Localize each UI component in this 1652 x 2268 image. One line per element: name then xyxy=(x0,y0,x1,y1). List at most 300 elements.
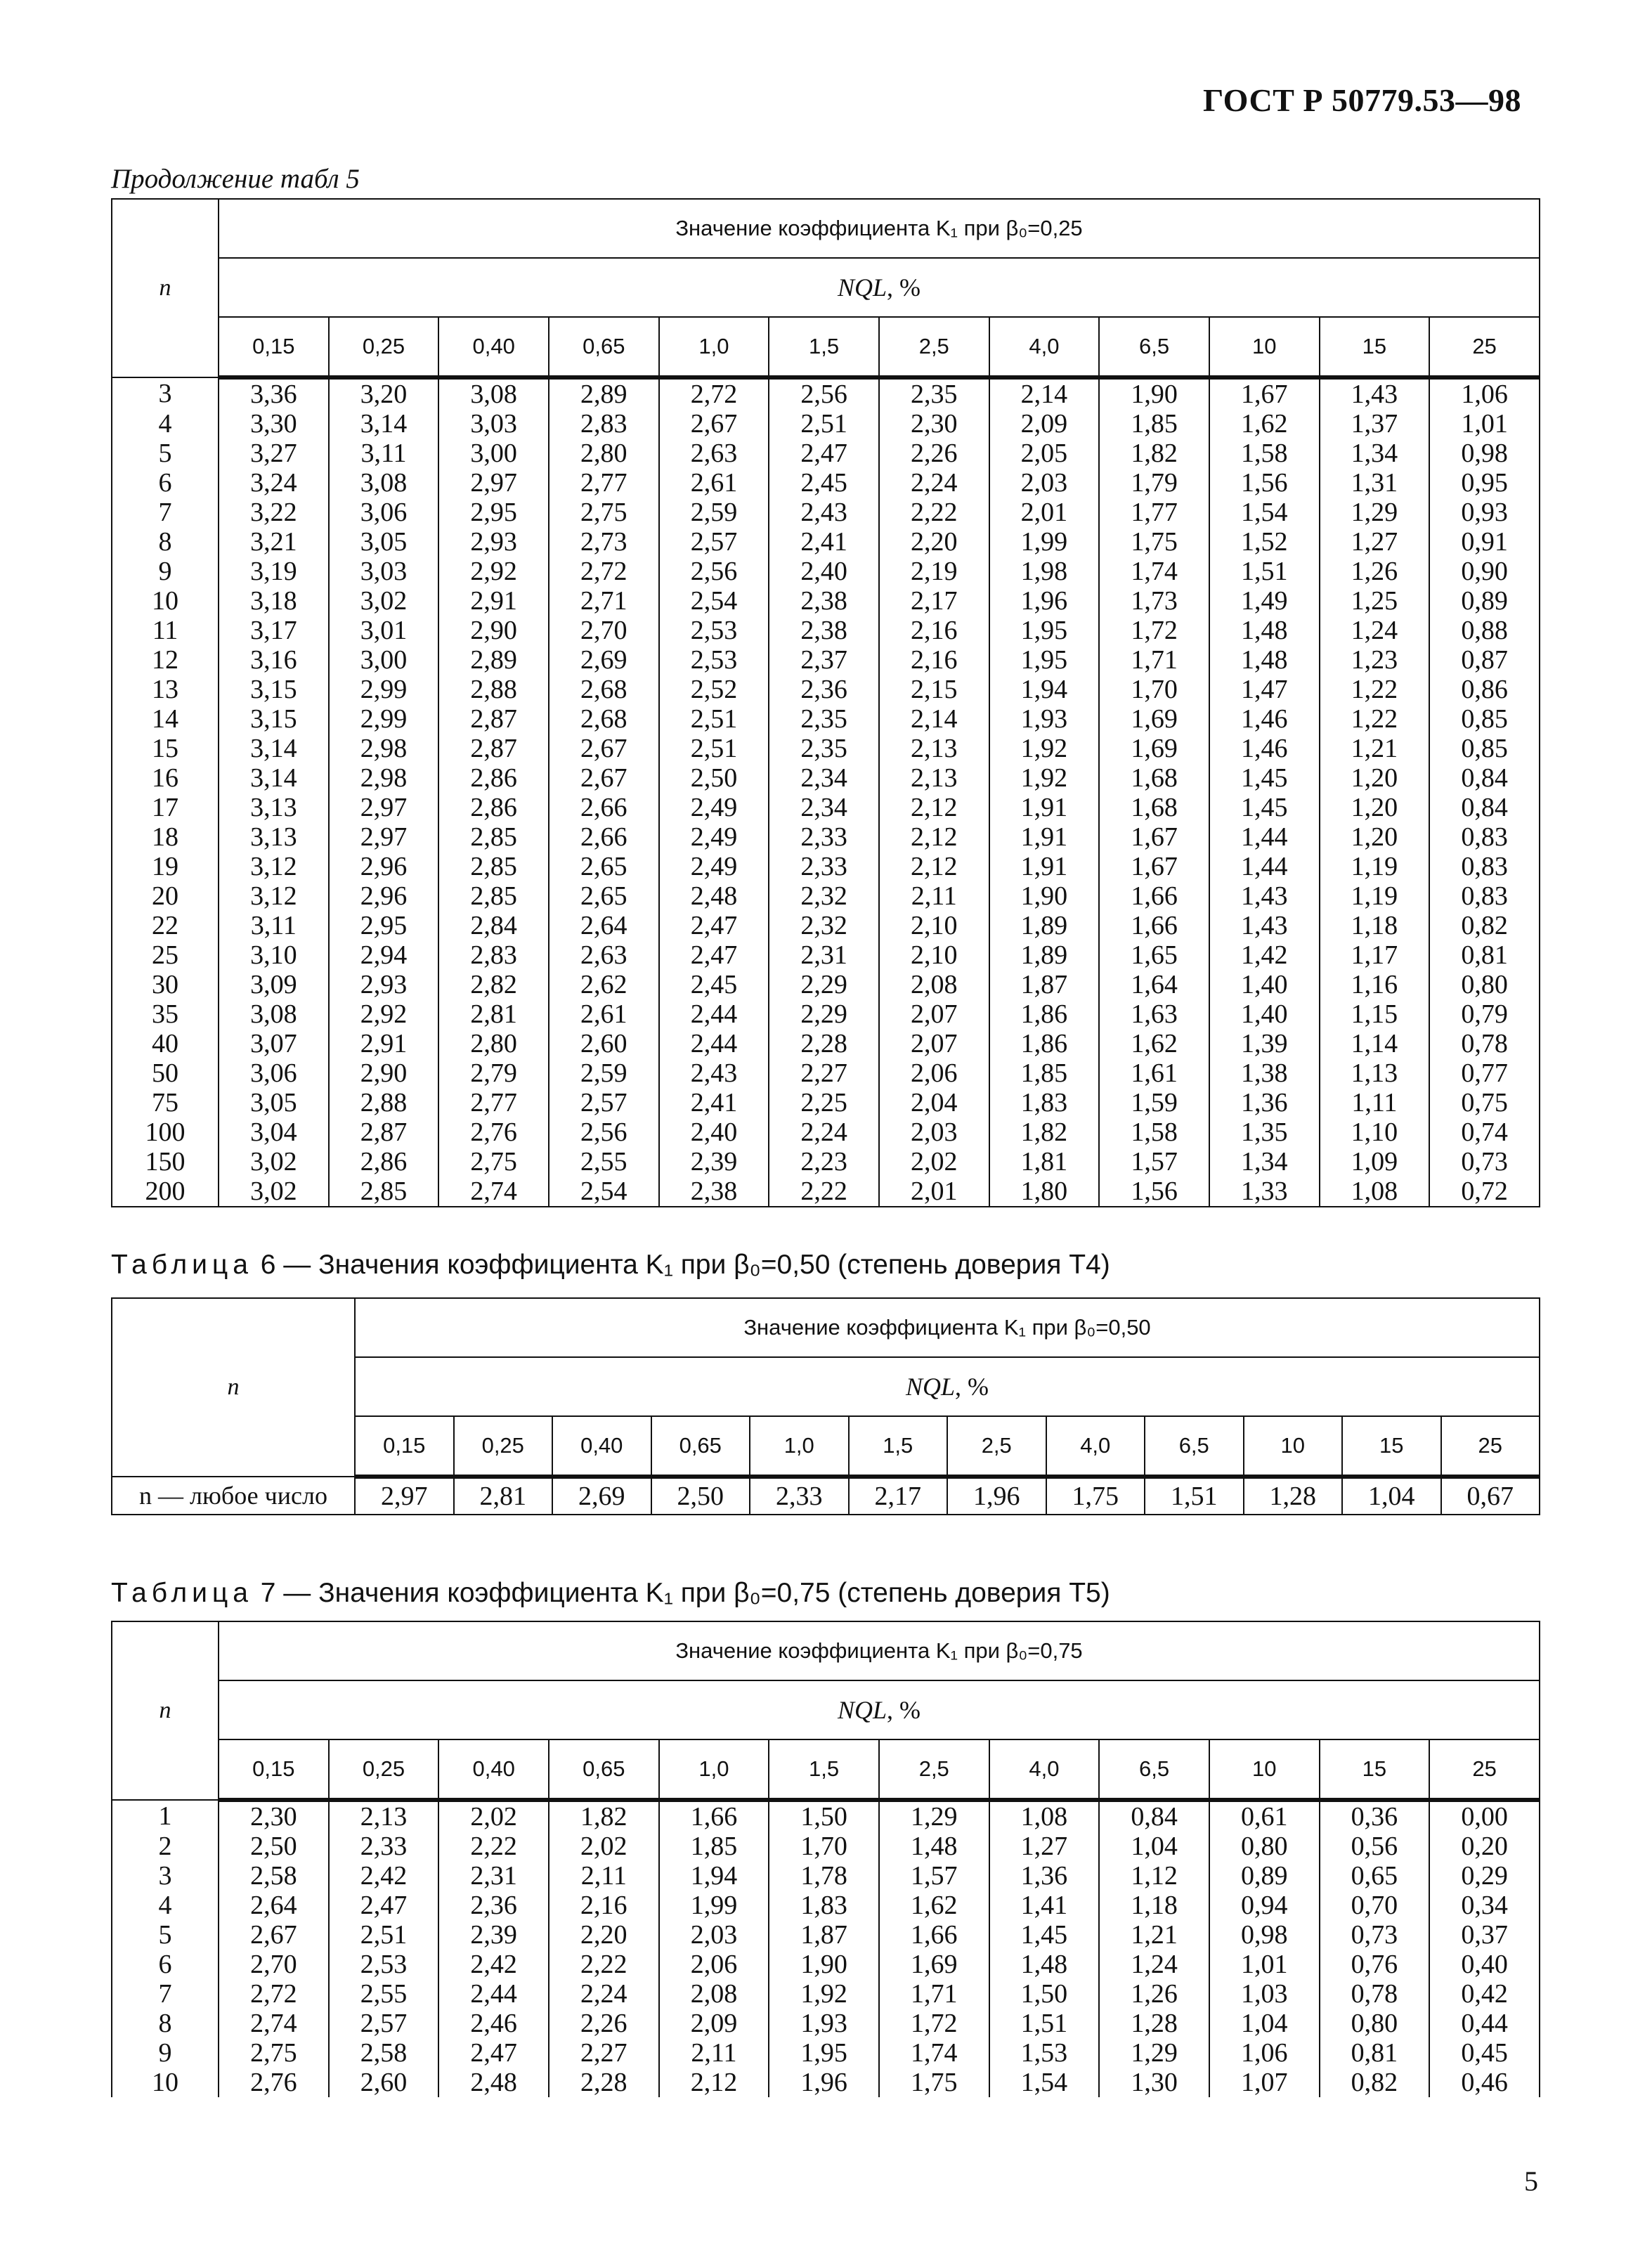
coefficient-cell: 1,81 xyxy=(989,1147,1100,1177)
coefficient-cell: 0,40 xyxy=(1429,1950,1540,1979)
coefficient-cell: 3,06 xyxy=(329,498,439,527)
coefficient-cell: 0,36 xyxy=(1320,1800,1430,1832)
sample-size-cell: 11 xyxy=(112,616,219,645)
coefficient-cell: 3,02 xyxy=(219,1177,329,1207)
coefficient-cell: 2,30 xyxy=(879,409,989,439)
coefficient-cell: 1,91 xyxy=(989,822,1100,852)
coefficient-cell: 1,20 xyxy=(1320,763,1430,793)
coefficient-cell: 2,54 xyxy=(549,1177,659,1207)
coefficient-cell: 2,54 xyxy=(659,586,769,616)
sample-size-cell: 4 xyxy=(112,1891,219,1920)
coefficient-cell: 2,87 xyxy=(438,734,549,763)
coefficient-cell: 1,70 xyxy=(769,1832,879,1861)
coefficient-cell: 2,59 xyxy=(549,1058,659,1088)
table-row xyxy=(112,1088,1540,1117)
coefficient-cell: 2,85 xyxy=(329,1177,439,1207)
coefficient-cell: 2,32 xyxy=(769,881,879,911)
coefficient-cell: 2,51 xyxy=(769,409,879,439)
coefficient-cell: 1,34 xyxy=(1320,439,1430,468)
coefficient-cell: 2,33 xyxy=(769,852,879,881)
coefficient-cell: 1,48 xyxy=(879,1832,989,1861)
table-row xyxy=(112,616,1540,645)
coefficient-cell: 2,79 xyxy=(438,1058,549,1088)
coefficient-cell: 2,58 xyxy=(219,1861,329,1891)
coefficient-cell: 1,54 xyxy=(1209,498,1320,527)
coefficient-cell: 2,88 xyxy=(329,1088,439,1117)
coefficient-cell: 0,29 xyxy=(1429,1861,1540,1891)
coefficient-cell: 2,56 xyxy=(659,557,769,586)
coefficient-cell: 1,93 xyxy=(769,2009,879,2038)
nql-column-header: 0,65 xyxy=(549,1739,659,1800)
coefficient-cell: 2,29 xyxy=(769,970,879,999)
coefficient-cell: 2,61 xyxy=(659,468,769,498)
coefficient-cell: 1,68 xyxy=(1099,763,1209,793)
coefficient-cell: 2,12 xyxy=(659,2068,769,2097)
coefficient-cell: 1,43 xyxy=(1320,377,1430,409)
nql-column-header: 10 xyxy=(1209,1739,1320,1800)
coefficient-cell: 1,07 xyxy=(1209,2068,1320,2097)
sample-size-cell: 75 xyxy=(112,1088,219,1117)
coefficient-cell: 1,12 xyxy=(1099,1861,1209,1891)
table-row xyxy=(112,1477,1540,1515)
nql-column-header: 0,25 xyxy=(329,317,439,377)
coefficient-cell: 2,31 xyxy=(438,1861,549,1891)
coefficient-cell: 1,65 xyxy=(1099,940,1209,970)
coefficient-cell: 2,57 xyxy=(549,1088,659,1117)
coefficient-cell: 1,40 xyxy=(1209,970,1320,999)
coefficient-cell: 2,41 xyxy=(769,527,879,557)
sample-size-cell: 25 xyxy=(112,940,219,970)
nql-column-header: 15 xyxy=(1320,317,1430,377)
coefficient-cell: 2,26 xyxy=(549,2009,659,2038)
coefficient-cell: 2,86 xyxy=(438,763,549,793)
coefficient-cell: 1,36 xyxy=(989,1861,1100,1891)
coefficient-cell: 0,98 xyxy=(1209,1920,1320,1950)
coefficient-cell: 1,82 xyxy=(549,1800,659,1832)
table6-caption-word: Таблица xyxy=(111,1250,253,1280)
coefficient-cell: 1,89 xyxy=(989,911,1100,940)
table-row xyxy=(112,1920,1540,1950)
coefficient-cell: 1,09 xyxy=(1320,1147,1430,1177)
coefficient-cell: 2,01 xyxy=(989,498,1100,527)
coefficient-cell: 1,64 xyxy=(1099,970,1209,999)
coefficient-cell: 2,03 xyxy=(659,1920,769,1950)
coefficient-cell: 2,17 xyxy=(879,586,989,616)
coefficient-cell: 1,06 xyxy=(1429,377,1540,409)
coefficient-cell: 2,10 xyxy=(879,911,989,940)
coefficient-cell: 1,66 xyxy=(659,1800,769,1832)
nql-column-header: 2,5 xyxy=(947,1416,1046,1477)
coefficient-cell: 2,89 xyxy=(549,377,659,409)
coefficient-cell: 1,62 xyxy=(1209,409,1320,439)
coefficient-cell: 2,33 xyxy=(769,822,879,852)
coefficient-cell: 2,36 xyxy=(438,1891,549,1920)
coefficient-cell: 1,92 xyxy=(769,1979,879,2009)
coefficient-cell: 3,24 xyxy=(219,468,329,498)
coefficient-cell: 2,55 xyxy=(329,1979,439,2009)
coefficient-cell: 2,63 xyxy=(659,439,769,468)
coefficient-cell: 1,57 xyxy=(1099,1147,1209,1177)
nql-unit: , % xyxy=(955,1373,989,1401)
coefficient-cell: 2,90 xyxy=(438,616,549,645)
coefficient-cell: 1,03 xyxy=(1209,1979,1320,2009)
coefficient-cell: 1,74 xyxy=(1099,557,1209,586)
coefficient-cell: 3,17 xyxy=(219,616,329,645)
coefficient-cell: 2,97 xyxy=(329,793,439,822)
coefficient-cell: 1,82 xyxy=(1099,439,1209,468)
coefficient-cell: 1,94 xyxy=(989,675,1100,704)
coefficient-cell: 2,67 xyxy=(549,734,659,763)
coefficient-cell: 3,04 xyxy=(219,1117,329,1147)
coefficient-cell: 2,69 xyxy=(549,645,659,675)
coefficient-cell: 2,53 xyxy=(659,645,769,675)
table5 xyxy=(111,198,1540,1207)
nql-column-header: 0,15 xyxy=(219,317,329,377)
coefficient-cell: 2,33 xyxy=(750,1477,849,1515)
coefficient-cell: 2,59 xyxy=(659,498,769,527)
coefficient-cell: 2,41 xyxy=(659,1088,769,1117)
table6-caption xyxy=(111,1250,1110,1281)
coefficient-cell: 2,66 xyxy=(549,822,659,852)
coefficient-cell: 1,04 xyxy=(1342,1477,1441,1515)
coefficient-cell: 2,53 xyxy=(329,1950,439,1979)
coefficient-cell: 2,91 xyxy=(438,586,549,616)
coefficient-cell: 2,89 xyxy=(438,645,549,675)
coefficient-cell: 1,08 xyxy=(989,1800,1100,1832)
coefficient-cell: 2,65 xyxy=(549,852,659,881)
coefficient-cell: 3,06 xyxy=(219,1058,329,1088)
coefficient-cell: 1,01 xyxy=(1429,409,1540,439)
coefficient-cell: 0,76 xyxy=(1320,1950,1430,1979)
nql-column-header: 1,0 xyxy=(750,1416,849,1477)
coefficient-cell: 1,52 xyxy=(1209,527,1320,557)
coefficient-cell: 1,96 xyxy=(769,2068,879,2097)
sample-size-cell: 7 xyxy=(112,498,219,527)
coefficient-cell: 1,92 xyxy=(989,734,1100,763)
nql-column-header: 0,65 xyxy=(651,1416,750,1477)
coefficient-cell: 1,10 xyxy=(1320,1117,1430,1147)
coefficient-cell: 2,97 xyxy=(438,468,549,498)
coefficient-cell: 1,96 xyxy=(989,586,1100,616)
coefficient-cell: 1,85 xyxy=(659,1832,769,1861)
coefficient-cell: 2,01 xyxy=(879,1177,989,1207)
sample-size-cell: 9 xyxy=(112,557,219,586)
table-row xyxy=(112,734,1540,763)
coefficient-cell: 2,72 xyxy=(219,1979,329,2009)
coefficient-cell: 1,37 xyxy=(1320,409,1430,439)
coefficient-cell: 2,93 xyxy=(329,970,439,999)
sample-size-cell: 150 xyxy=(112,1147,219,1177)
nql-column-header: 25 xyxy=(1429,1739,1540,1800)
sample-size-cell: 100 xyxy=(112,1117,219,1147)
coefficient-cell: 2,64 xyxy=(549,911,659,940)
coefficient-cell: 2,82 xyxy=(438,970,549,999)
coefficient-cell: 1,87 xyxy=(769,1920,879,1950)
table-row xyxy=(112,1800,1540,1832)
table-row xyxy=(112,675,1540,704)
coefficient-cell: 1,33 xyxy=(1209,1177,1320,1207)
table-row xyxy=(112,498,1540,527)
table-row xyxy=(112,1058,1540,1088)
coefficient-cell: 2,03 xyxy=(879,1117,989,1147)
nql-column-header: 6,5 xyxy=(1099,1739,1209,1800)
sample-size-cell: 16 xyxy=(112,763,219,793)
coefficient-cell: 0,98 xyxy=(1429,439,1540,468)
sample-size-cell: 200 xyxy=(112,1177,219,1207)
coefficient-cell: 3,14 xyxy=(219,734,329,763)
coefficient-cell: 1,51 xyxy=(1145,1477,1244,1515)
coefficient-cell: 1,22 xyxy=(1320,675,1430,704)
coefficient-cell: 1,27 xyxy=(1320,527,1430,557)
table-row xyxy=(112,970,1540,999)
coefficient-cell: 1,40 xyxy=(1209,999,1320,1029)
coefficient-cell: 2,16 xyxy=(549,1891,659,1920)
coefficient-cell: 1,16 xyxy=(1320,970,1430,999)
coefficient-cell: 2,24 xyxy=(769,1117,879,1147)
coefficient-cell: 0,83 xyxy=(1429,881,1540,911)
nql-column-header: 0,40 xyxy=(438,1739,549,1800)
sample-size-cell: 30 xyxy=(112,970,219,999)
coefficient-cell: 0,83 xyxy=(1429,852,1540,881)
coefficient-cell: 1,82 xyxy=(989,1117,1100,1147)
coefficient-cell: 1,69 xyxy=(1099,704,1209,734)
nql-label: NQL xyxy=(905,1373,956,1401)
nql-column-header: 0,40 xyxy=(552,1416,651,1477)
coefficient-cell: 2,38 xyxy=(769,586,879,616)
coefficient-cell: 2,99 xyxy=(329,675,439,704)
coefficient-cell: 2,11 xyxy=(659,2038,769,2068)
coefficient-cell: 1,59 xyxy=(1099,1088,1209,1117)
coefficient-cell: 2,43 xyxy=(659,1058,769,1088)
coefficient-cell: 2,87 xyxy=(329,1117,439,1147)
coefficient-cell: 2,38 xyxy=(769,616,879,645)
coefficient-cell: 2,38 xyxy=(659,1177,769,1207)
coefficient-header: Значение коэффициента K₁ при β₀=0,50 xyxy=(355,1298,1540,1357)
coefficient-cell: 1,41 xyxy=(989,1891,1100,1920)
sample-size-cell: 5 xyxy=(112,1920,219,1950)
coefficient-cell: 1,18 xyxy=(1099,1891,1209,1920)
coefficient-cell: 2,75 xyxy=(549,498,659,527)
table-row xyxy=(112,468,1540,498)
coefficient-cell: 2,20 xyxy=(879,527,989,557)
coefficient-cell: 1,54 xyxy=(989,2068,1100,2097)
coefficient-cell: 1,43 xyxy=(1209,881,1320,911)
coefficient-cell: 0,37 xyxy=(1429,1920,1540,1950)
coefficient-cell: 2,87 xyxy=(438,704,549,734)
coefficient-cell: 1,98 xyxy=(989,557,1100,586)
coefficient-cell: 2,12 xyxy=(879,852,989,881)
coefficient-cell: 2,07 xyxy=(879,1029,989,1058)
coefficient-cell: 2,48 xyxy=(438,2068,549,2097)
coefficient-cell: 1,90 xyxy=(769,1950,879,1979)
nql-unit: , % xyxy=(887,1696,921,1724)
table6-caption-text: 6 — Значения коэффициента K₁ при β₀=0,50 (степень доверия Т4) xyxy=(252,1250,1110,1280)
document-standard-code: ГОСТ Р 50779.53—98 xyxy=(1203,82,1521,118)
coefficient-cell: 3,05 xyxy=(329,527,439,557)
coefficient-cell: 3,20 xyxy=(329,377,439,409)
coefficient-cell: 1,43 xyxy=(1209,911,1320,940)
coefficient-cell: 2,46 xyxy=(438,2009,549,2038)
table-row xyxy=(112,704,1540,734)
coefficient-cell: 1,78 xyxy=(769,1861,879,1891)
coefficient-cell: 2,60 xyxy=(549,1029,659,1058)
coefficient-cell: 1,30 xyxy=(1099,2068,1209,2097)
coefficient-cell: 2,28 xyxy=(549,2068,659,2097)
coefficient-cell: 2,14 xyxy=(989,377,1100,409)
coefficient-cell: 0,80 xyxy=(1429,970,1540,999)
coefficient-cell: 2,56 xyxy=(549,1117,659,1147)
sample-size-cell: 2 xyxy=(112,1832,219,1861)
coefficient-cell: 2,97 xyxy=(355,1477,454,1515)
coefficient-cell: 2,26 xyxy=(879,439,989,468)
coefficient-cell: 0,95 xyxy=(1429,468,1540,498)
coefficient-cell: 2,85 xyxy=(438,822,549,852)
coefficient-cell: 2,47 xyxy=(329,1891,439,1920)
coefficient-cell: 1,44 xyxy=(1209,822,1320,852)
coefficient-cell: 0,84 xyxy=(1429,793,1540,822)
coefficient-cell: 1,25 xyxy=(1320,586,1430,616)
sample-size-cell: 1 xyxy=(112,1800,219,1832)
coefficient-cell: 1,29 xyxy=(879,1800,989,1832)
nql-column-header: 0,25 xyxy=(329,1739,439,1800)
sample-size-cell: 8 xyxy=(112,2009,219,2038)
coefficient-cell: 1,49 xyxy=(1209,586,1320,616)
coefficient-cell: 2,19 xyxy=(879,557,989,586)
coefficient-cell: 2,74 xyxy=(219,2009,329,2038)
coefficient-cell: 2,55 xyxy=(549,1147,659,1177)
nql-column-header: 15 xyxy=(1320,1739,1430,1800)
coefficient-cell: 2,07 xyxy=(879,999,989,1029)
coefficient-cell: 2,12 xyxy=(879,822,989,852)
nql-values-row xyxy=(112,317,1540,377)
coefficient-cell: 1,69 xyxy=(879,1950,989,1979)
coefficient-cell: 1,83 xyxy=(769,1891,879,1920)
coefficient-cell: 2,72 xyxy=(549,557,659,586)
coefficient-cell: 2,73 xyxy=(549,527,659,557)
coefficient-cell: 2,98 xyxy=(329,734,439,763)
table-row xyxy=(112,1891,1540,1920)
coefficient-cell: 3,14 xyxy=(219,763,329,793)
coefficient-cell: 2,81 xyxy=(438,999,549,1029)
coefficient-cell: 0,81 xyxy=(1320,2038,1430,2068)
coefficient-cell: 1,45 xyxy=(989,1920,1100,1950)
coefficient-cell: 1,66 xyxy=(1099,911,1209,940)
coefficient-cell: 1,95 xyxy=(989,616,1100,645)
coefficient-cell: 1,04 xyxy=(1099,1832,1209,1861)
coefficient-cell: 3,27 xyxy=(219,439,329,468)
nql-column-header: 4,0 xyxy=(989,317,1100,377)
coefficient-cell: 3,21 xyxy=(219,527,329,557)
coefficient-cell: 2,45 xyxy=(659,970,769,999)
coefficient-cell: 2,16 xyxy=(879,645,989,675)
coefficient-cell: 2,86 xyxy=(329,1147,439,1177)
coefficient-cell: 1,95 xyxy=(769,2038,879,2068)
coefficient-cell: 3,13 xyxy=(219,793,329,822)
coefficient-cell: 2,30 xyxy=(219,1800,329,1832)
coefficient-cell: 2,25 xyxy=(769,1088,879,1117)
coefficient-cell: 1,56 xyxy=(1209,468,1320,498)
coefficient-cell: 2,67 xyxy=(549,763,659,793)
coefficient-cell: 2,71 xyxy=(549,586,659,616)
coefficient-cell: 2,80 xyxy=(438,1029,549,1058)
coefficient-cell: 2,51 xyxy=(659,734,769,763)
coefficient-cell: 2,44 xyxy=(659,999,769,1029)
nql-column-header: 4,0 xyxy=(989,1739,1100,1800)
coefficient-cell: 0,72 xyxy=(1429,1177,1540,1207)
coefficient-cell: 2,37 xyxy=(769,645,879,675)
coefficient-cell: 1,24 xyxy=(1320,616,1430,645)
coefficient-cell: 2,09 xyxy=(659,2009,769,2038)
sample-size-cell: 9 xyxy=(112,2038,219,2068)
coefficient-cell: 2,22 xyxy=(438,1832,549,1861)
coefficient-cell: 2,11 xyxy=(549,1861,659,1891)
coefficient-cell: 2,77 xyxy=(549,468,659,498)
coefficient-cell: 2,32 xyxy=(769,911,879,940)
table-row xyxy=(112,763,1540,793)
nql-values-row xyxy=(112,1739,1540,1800)
sample-size-cell: 35 xyxy=(112,999,219,1029)
coefficient-cell: 2,27 xyxy=(549,2038,659,2068)
coefficient-cell: 1,26 xyxy=(1099,1979,1209,2009)
coefficient-cell: 2,14 xyxy=(879,704,989,734)
coefficient-cell: 2,02 xyxy=(438,1800,549,1832)
coefficient-cell: 2,95 xyxy=(438,498,549,527)
table-row xyxy=(112,852,1540,881)
coefficient-cell: 1,75 xyxy=(1046,1477,1145,1515)
coefficient-cell: 0,85 xyxy=(1429,704,1540,734)
coefficient-cell: 1,50 xyxy=(769,1800,879,1832)
coefficient-cell: 1,45 xyxy=(1209,793,1320,822)
sample-size-cell: 8 xyxy=(112,527,219,557)
coefficient-cell: 0,46 xyxy=(1429,2068,1540,2097)
coefficient-cell: 1,62 xyxy=(1099,1029,1209,1058)
coefficient-cell: 1,47 xyxy=(1209,675,1320,704)
coefficient-cell: 2,75 xyxy=(219,2038,329,2068)
nql-column-header: 1,5 xyxy=(769,317,879,377)
coefficient-cell: 2,45 xyxy=(769,468,879,498)
coefficient-cell: 2,68 xyxy=(549,675,659,704)
coefficient-cell: 2,90 xyxy=(329,1058,439,1088)
coefficient-cell: 1,28 xyxy=(1099,2009,1209,2038)
table-row xyxy=(112,1117,1540,1147)
coefficient-cell: 2,36 xyxy=(769,675,879,704)
coefficient-cell: 3,13 xyxy=(219,822,329,852)
coefficient-cell: 2,08 xyxy=(659,1979,769,2009)
coefficient-cell: 0,83 xyxy=(1429,822,1540,852)
coefficient-cell: 1,72 xyxy=(1099,616,1209,645)
sample-size-cell: 22 xyxy=(112,911,219,940)
nql-label: NQL xyxy=(837,1696,887,1724)
coefficient-cell: 2,13 xyxy=(879,763,989,793)
coefficient-cell: 1,08 xyxy=(1320,1177,1430,1207)
nql-column-header: 10 xyxy=(1209,317,1320,377)
coefficient-cell: 2,13 xyxy=(879,734,989,763)
sample-size-cell: 7 xyxy=(112,1979,219,2009)
coefficient-cell: 0,34 xyxy=(1429,1891,1540,1920)
coefficient-cell: 1,85 xyxy=(1099,409,1209,439)
coefficient-cell: 3,01 xyxy=(329,616,439,645)
coefficient-cell: 2,96 xyxy=(329,881,439,911)
coefficient-cell: 2,57 xyxy=(329,2009,439,2038)
sample-size-cell: 5 xyxy=(112,439,219,468)
table6-body xyxy=(112,1477,1540,1515)
coefficient-cell: 2,47 xyxy=(659,940,769,970)
sample-size-cell: 3 xyxy=(112,1861,219,1891)
coefficient-cell: 2,10 xyxy=(879,940,989,970)
coefficient-cell: 2,64 xyxy=(219,1891,329,1920)
coefficient-cell: 1,45 xyxy=(1209,763,1320,793)
coefficient-cell: 2,83 xyxy=(438,940,549,970)
